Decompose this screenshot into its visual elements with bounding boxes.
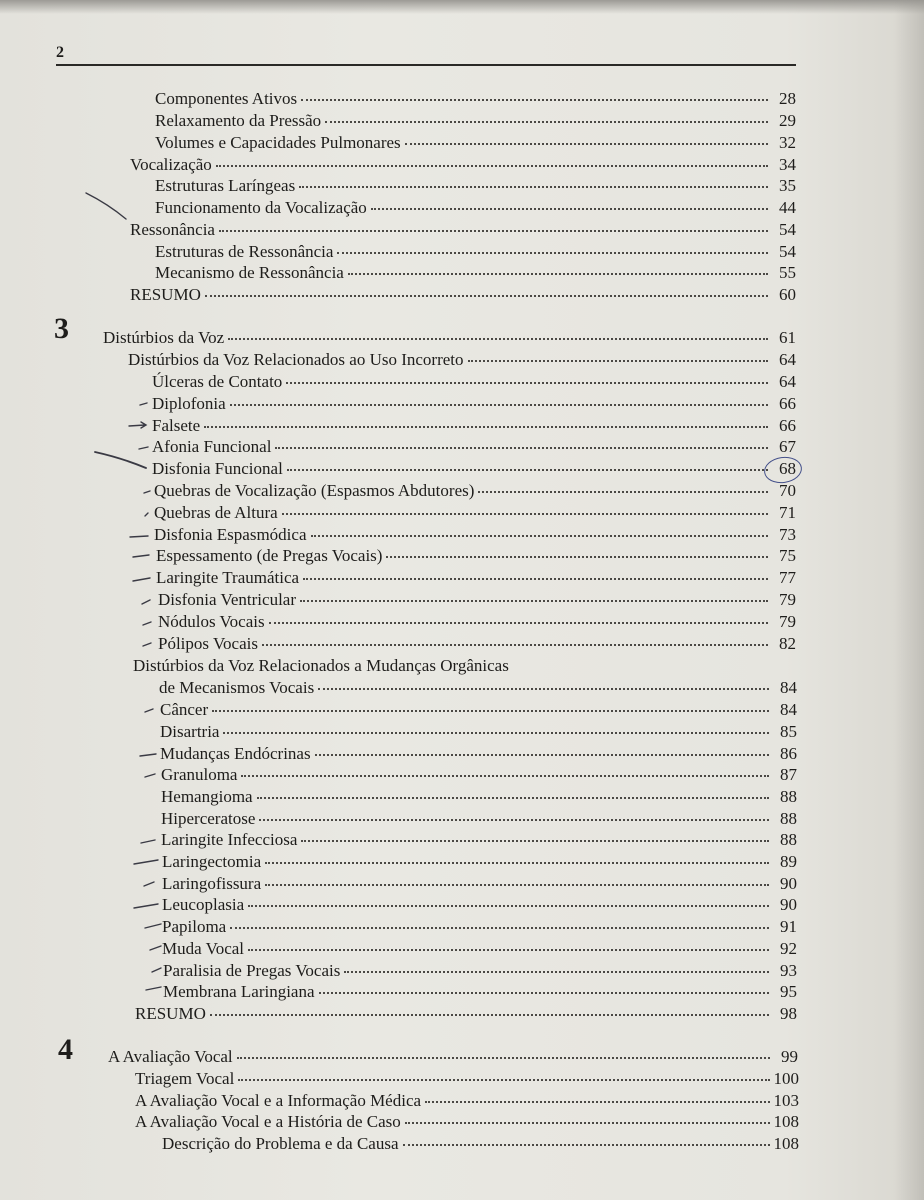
toc-entry: Câncer 84 <box>160 700 797 719</box>
toc-entry: Disfonia Funcional 68 <box>152 459 796 478</box>
toc-entry: Triagem Vocal 100 <box>135 1069 799 1088</box>
tick-mark-icon <box>145 924 161 928</box>
tick-mark-icon <box>143 643 151 646</box>
pen-stroke-icon <box>86 193 126 219</box>
toc-entry: Mudanças Endócrinas 86 <box>160 744 797 763</box>
toc-entry: Estruturas de Ressonância 54 <box>155 242 796 261</box>
toc-entry: A Avaliação Vocal e a História de Caso 108 <box>135 1112 799 1131</box>
toc-entry: Relaxamento da Pressão 29 <box>155 111 796 130</box>
tick-mark-icon <box>145 513 148 516</box>
toc-entry: Funcionamento da Vocalização 44 <box>155 198 796 217</box>
tick-mark-icon <box>145 774 155 777</box>
page-number: 2 <box>56 44 64 61</box>
toc-entry: Nódulos Vocais 79 <box>158 612 796 631</box>
toc-entry: Laringite Infecciosa 88 <box>161 830 797 849</box>
tick-mark-icon <box>146 987 161 990</box>
toc-entry: Vocalização 34 <box>130 155 796 174</box>
tick-mark-icon <box>134 904 158 908</box>
tick-mark-icon <box>140 754 156 756</box>
tick-mark-icon <box>142 600 150 604</box>
tick-mark-icon <box>141 840 155 843</box>
tick-mark-icon <box>152 968 161 972</box>
toc-entry: A Avaliação Vocal e a Informação Médica 103 <box>135 1091 799 1110</box>
toc-entry: Úlceras de Contato 64 <box>152 372 796 391</box>
toc-entry: Disfonia Ventricular 79 <box>158 590 796 609</box>
toc-entry: Espessamento (de Pregas Vocais) 75 <box>156 546 796 565</box>
toc-entry: Granuloma 87 <box>161 765 797 784</box>
toc-entry: Distúrbios da Voz Relacionados a Mudanças Orgânicas <box>133 656 509 675</box>
tick-mark-icon <box>133 555 149 557</box>
toc-entry: Quebras de Vocalização (Espasmos Abdutores) 70 <box>154 481 796 500</box>
toc-entry: de Mecanismos Vocais 84 <box>159 678 797 697</box>
tick-mark-icon <box>134 860 158 864</box>
tick-mark-icon <box>143 622 151 625</box>
toc-entry: Volumes e Capacidades Pulmonares 32 <box>155 133 796 152</box>
toc-entry: Leucoplasia 90 <box>162 895 797 914</box>
toc-entry: RESUMO 60 <box>130 285 796 304</box>
tick-mark-icon <box>140 403 147 405</box>
toc-entry: Laringectomia 89 <box>162 852 797 871</box>
toc-entry: Paralisia de Pregas Vocais 93 <box>163 961 797 980</box>
toc-entry: RESUMO 98 <box>135 1004 797 1023</box>
tick-mark-icon <box>145 709 153 712</box>
toc-entry: Hiperceratose 88 <box>161 809 797 828</box>
toc-entry: Disfonia Espasmódica 73 <box>154 525 796 544</box>
toc-entry: Papiloma 91 <box>162 917 797 936</box>
toc-entry: Estruturas Laríngeas 35 <box>155 176 796 195</box>
chapter-title: A Avaliação Vocal 99 <box>108 1047 798 1066</box>
toc-entry: Quebras de Altura 71 <box>154 503 796 522</box>
chapter-number: 3 <box>54 312 69 345</box>
toc-entry: Disartria 85 <box>160 722 797 741</box>
toc-entry: Distúrbios da Voz Relacionados ao Uso Incorreto 64 <box>128 350 796 369</box>
toc-entry: Hemangioma 88 <box>161 787 797 806</box>
tick-mark-icon <box>133 578 150 581</box>
toc-entry: Pólipos Vocais 82 <box>158 634 796 653</box>
toc-entry: Descrição do Problema e da Causa 108 <box>162 1134 799 1153</box>
chapter-number: 4 <box>58 1033 73 1066</box>
toc-entry: Mecanismo de Ressonância 55 <box>155 263 796 282</box>
tick-mark-icon <box>144 882 154 886</box>
toc-entry: Muda Vocal 92 <box>162 939 797 958</box>
arrow-mark-icon <box>129 422 146 428</box>
tick-mark-icon <box>144 491 150 493</box>
toc-entry: Falsete 66 <box>152 416 796 435</box>
toc-entry: Componentes Ativos 28 <box>155 89 796 108</box>
tick-mark-icon <box>139 447 148 449</box>
toc-entry: Afonia Funcional 67 <box>152 437 796 456</box>
tick-mark-icon <box>130 536 148 537</box>
pen-stroke-icon <box>95 452 146 468</box>
tick-mark-icon <box>150 946 161 950</box>
toc-entry: Ressonância 54 <box>130 220 796 239</box>
chapter-title: Distúrbios da Voz 61 <box>103 328 796 347</box>
toc-entry: Diplofonia 66 <box>152 394 796 413</box>
toc-entry: Laringite Traumática 77 <box>156 568 796 587</box>
toc-entry: Laringofissura 90 <box>162 874 797 893</box>
toc-entry: Membrana Laringiana 95 <box>163 982 797 1001</box>
